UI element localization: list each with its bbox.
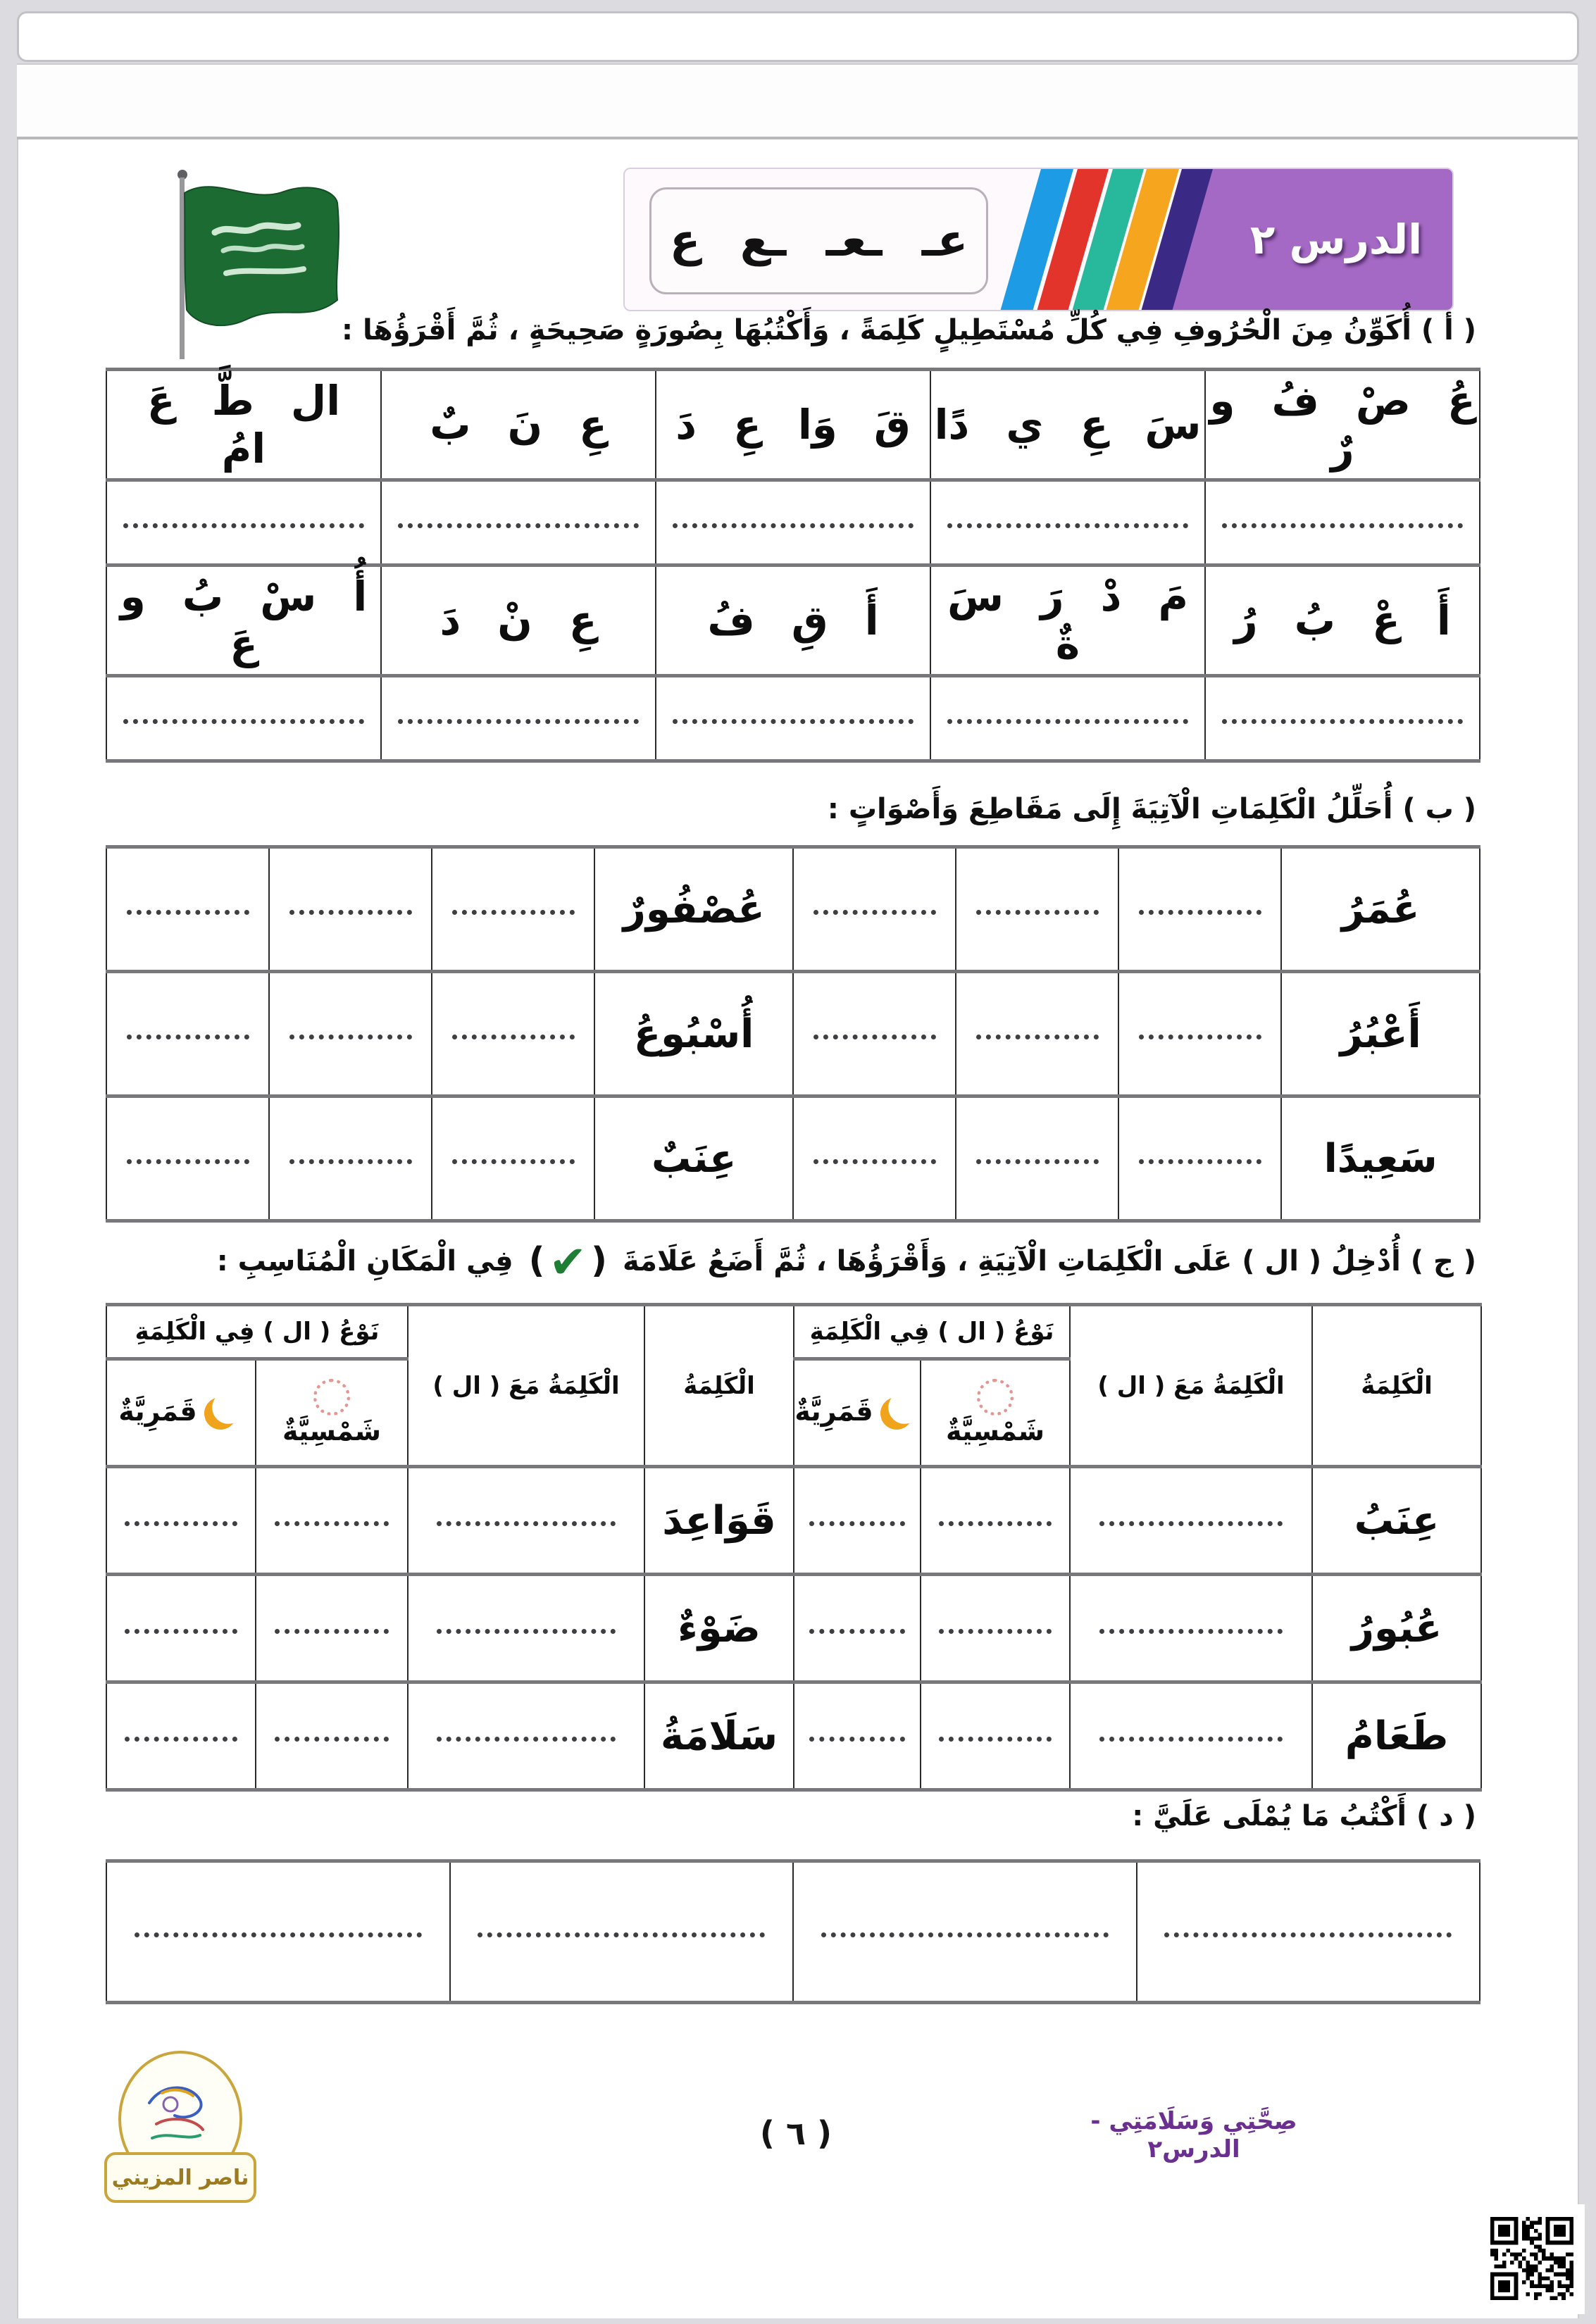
answer-cell xyxy=(256,1682,408,1790)
answer-cell xyxy=(956,972,1118,1097)
word: أُسْبُوعُ xyxy=(633,1011,754,1057)
letter-group: أُ سْ بُ و عَ xyxy=(120,573,368,668)
col-header-word: الْكَلِمَةُ xyxy=(1312,1305,1481,1467)
answer-blank xyxy=(1222,518,1462,528)
answer-cell xyxy=(793,972,956,1097)
answer-cell xyxy=(921,1682,1070,1790)
answer-blank xyxy=(821,1927,1109,1937)
answer-blank xyxy=(437,1731,616,1742)
answer-blank xyxy=(976,1029,1099,1039)
col-header-word-with-al: الْكَلِمَةُ مَعَ ( ال ) xyxy=(1070,1305,1312,1467)
answer-cell xyxy=(106,1682,256,1790)
crescent-icon xyxy=(876,1394,916,1433)
answer-cell xyxy=(256,1575,408,1682)
answer-blank xyxy=(1099,1623,1283,1634)
col-header-moon: قَمَرِيَّةٌ xyxy=(794,1359,921,1467)
answer-blank xyxy=(673,518,913,528)
answer-cell xyxy=(106,480,381,566)
answer-blank xyxy=(125,1731,237,1742)
answer-blank xyxy=(452,1029,575,1039)
author-name-label: ناصر المزيني xyxy=(104,2152,256,2203)
answer-cell xyxy=(269,1097,432,1221)
answer-cell xyxy=(408,1575,644,1682)
letter-group: قَ وَا عِ دَ xyxy=(675,401,911,449)
answer-blank xyxy=(452,904,575,915)
answer-blank xyxy=(1139,1154,1261,1164)
answer-cell xyxy=(794,1682,921,1790)
section-a-instruction: ( أ ) أُكَوِّنُ مِنَ الْحُرُوفِ فِي كُلِّ مُسْتَطِيلٍ كَلِمَةً ، وَأَكْتُبُهَا بِصُورَةٍ صَحِيحَةٍ ، ثُمَّ أَقْرَؤُهَا : xyxy=(342,314,1476,346)
word-cell xyxy=(644,1682,794,1790)
sun-icon xyxy=(313,1379,350,1416)
answer-cell xyxy=(1070,1575,1312,1682)
answer-cell xyxy=(930,480,1205,566)
word-cell xyxy=(644,1575,794,1682)
answer-blank xyxy=(289,1029,412,1039)
answer-cell xyxy=(930,676,1205,761)
check-mark-icon: ✔ xyxy=(549,1237,587,1289)
word: سَعِيدًا xyxy=(1323,1135,1438,1182)
lesson-banner xyxy=(623,168,1454,311)
letter-group: ال طَّ عَ امُ xyxy=(146,377,341,473)
answer-cell xyxy=(656,676,930,761)
dictation-cell xyxy=(106,1861,450,2003)
answer-cell xyxy=(1070,1682,1312,1790)
letter-forms-box xyxy=(649,187,988,294)
word: عُصْفُورٌ xyxy=(623,886,765,932)
answer-blank xyxy=(813,1029,936,1039)
answer-blank xyxy=(127,904,249,915)
answer-blank xyxy=(123,518,363,528)
answer-blank xyxy=(275,1731,389,1742)
letter-group: مَ دْ رَ سَ ةٌ xyxy=(947,573,1188,668)
answer-blank xyxy=(135,1927,422,1937)
series-title: صِحَّتِي وَسَلَامَتِي - الدرس٢ xyxy=(1090,2107,1297,2163)
dictation-cell xyxy=(793,1861,1137,2003)
word: عُمَرُ xyxy=(1341,886,1420,932)
answer-cell xyxy=(1118,972,1281,1097)
answer-blank xyxy=(127,1029,249,1039)
crescent-icon xyxy=(200,1394,239,1433)
answer-blank xyxy=(289,904,412,915)
word-building-table xyxy=(106,368,1480,763)
answer-cell xyxy=(656,480,930,566)
answer-cell xyxy=(793,847,956,972)
answer-cell xyxy=(1070,1467,1312,1575)
answer-blank xyxy=(437,1623,616,1634)
dictation-cell xyxy=(1137,1861,1480,2003)
answer-cell xyxy=(106,676,381,761)
answer-cell xyxy=(408,1682,644,1790)
page-top-strip xyxy=(17,11,1579,62)
answer-blank xyxy=(125,1623,237,1634)
answer-blank xyxy=(1164,1927,1452,1937)
answer-cell xyxy=(1205,480,1480,566)
letters-cell xyxy=(381,566,656,676)
answer-blank xyxy=(976,904,1099,915)
answer-blank xyxy=(123,713,363,724)
answer-blank xyxy=(673,713,913,724)
answer-cell xyxy=(106,1467,256,1575)
answer-cell xyxy=(794,1467,921,1575)
letter-group: سَ عِ ي دًا xyxy=(934,401,1202,449)
word-cell xyxy=(1312,1682,1481,1790)
answer-cell xyxy=(256,1467,408,1575)
answer-blank xyxy=(1139,1029,1261,1039)
qr-code xyxy=(1478,2204,1585,2314)
answer-blank xyxy=(809,1623,904,1634)
answer-cell xyxy=(1118,1097,1281,1221)
letters-cell xyxy=(106,566,381,676)
answer-cell xyxy=(432,972,594,1097)
answer-blank xyxy=(809,1731,904,1742)
answer-cell xyxy=(793,1097,956,1221)
col-header-sun: شَمْسِيَّةٌ xyxy=(256,1359,408,1467)
page-number: ( ٦ ) xyxy=(759,2114,833,2152)
answer-cell xyxy=(432,1097,594,1221)
answer-cell xyxy=(106,972,269,1097)
letters-cell xyxy=(381,370,656,480)
section-b-instruction: ( ب ) أُحَلِّلُ الْكَلِمَاتِ الْآتِيَةَ إِلَى مَقَاطِعَ وَأَصْوَاتٍ : xyxy=(827,793,1476,825)
letters-cell xyxy=(106,370,381,480)
answer-blank xyxy=(437,1516,616,1526)
answer-blank xyxy=(127,1154,249,1164)
check-mark-parens: (✔ ) xyxy=(528,1237,607,1289)
word-cell xyxy=(594,972,793,1097)
letters-cell xyxy=(930,566,1205,676)
answer-blank xyxy=(976,1154,1099,1164)
section-c-instruction-end: فِي الْمَكَانِ الْمُنَاسِبِ : xyxy=(216,1245,513,1277)
dictation-row xyxy=(106,1861,1480,2003)
answer-cell xyxy=(269,847,432,972)
answer-cell xyxy=(921,1575,1070,1682)
answer-blank xyxy=(1222,713,1462,724)
answer-blank xyxy=(275,1516,389,1526)
col-header-sun: شَمْسِيَّةٌ xyxy=(921,1359,1070,1467)
dictation-table xyxy=(106,1859,1480,2004)
col-header-word: الْكَلِمَةُ xyxy=(644,1305,794,1467)
answer-cell xyxy=(921,1467,1070,1575)
syllable-analysis-table xyxy=(106,845,1480,1223)
answer-blank xyxy=(939,1731,1052,1742)
letters-cell xyxy=(1205,566,1480,676)
answer-cell xyxy=(956,1097,1118,1221)
word: عِنَبُ xyxy=(1354,1497,1440,1544)
answer-cell xyxy=(1205,676,1480,761)
sun-icon xyxy=(977,1379,1014,1416)
word: أَعْبُرُ xyxy=(1340,1011,1421,1057)
dictation-cell xyxy=(450,1861,794,2003)
al-types-table xyxy=(106,1303,1482,1792)
answer-cell xyxy=(106,1575,256,1682)
answer-cell xyxy=(106,847,269,972)
word: قَوَاعِدَ xyxy=(662,1497,776,1544)
section-c-instruction xyxy=(217,1237,1476,1289)
answer-blank xyxy=(939,1623,1052,1634)
answer-cell xyxy=(106,1097,269,1221)
word-cell xyxy=(1281,847,1480,972)
letters-cell xyxy=(656,566,930,676)
col-header-moon: قَمَرِيَّةٌ xyxy=(106,1359,256,1467)
word-cell xyxy=(594,1097,793,1221)
answer-blank xyxy=(1099,1731,1283,1742)
answer-cell xyxy=(1118,847,1281,972)
word: ضَوْءٌ xyxy=(678,1605,761,1651)
lesson-title: الدرس ٢ xyxy=(1249,215,1423,263)
word-cell xyxy=(1281,972,1480,1097)
answer-blank xyxy=(1139,904,1261,915)
letter-group: عِ نَ بٌ xyxy=(430,401,607,449)
answer-blank xyxy=(398,713,638,724)
letters-cell xyxy=(656,370,930,480)
answer-blank xyxy=(947,713,1187,724)
answer-blank xyxy=(939,1516,1052,1526)
answer-cell xyxy=(956,847,1118,972)
section-c-instruction-start: ( ج ) أُدْخِلُ ( ال ) عَلَى الْكَلِمَاتِ الْآتِيَةِ ، وَأَقْرَؤُهَا ، ثُمَّ أَضَعُ عَلَامَةَ xyxy=(622,1245,1476,1277)
answer-blank xyxy=(125,1516,237,1526)
answer-blank xyxy=(813,904,936,915)
answer-blank xyxy=(398,518,638,528)
answer-blank xyxy=(289,1154,412,1164)
col-header-word-with-al: الْكَلِمَةُ مَعَ ( ال ) xyxy=(408,1305,644,1467)
answer-cell xyxy=(408,1467,644,1575)
word-cell xyxy=(1281,1097,1480,1221)
section-d-instruction: ( د ) أَكْتُبُ مَا يُمْلَى عَلَيَّ : xyxy=(1132,1800,1476,1832)
answer-blank xyxy=(478,1927,765,1937)
letters-cell xyxy=(930,370,1205,480)
answer-blank xyxy=(1099,1516,1283,1526)
letters-cell xyxy=(1205,370,1480,480)
answer-cell xyxy=(794,1575,921,1682)
saudi-flag-icon xyxy=(158,163,370,364)
letter-group: عُ صْ فُ و رٌ xyxy=(1209,377,1476,473)
word-cell xyxy=(1312,1575,1481,1682)
answer-cell xyxy=(381,676,656,761)
answer-blank xyxy=(275,1623,389,1634)
letter-group: أَ قِ فُ xyxy=(707,596,879,644)
answer-blank xyxy=(947,518,1187,528)
word-cell xyxy=(594,847,793,972)
col-header-al-type: نَوْعُ ( ال ) فِي الْكَلِمَةِ xyxy=(794,1305,1070,1359)
answer-cell xyxy=(269,972,432,1097)
word: طَعَامُ xyxy=(1345,1713,1449,1759)
answer-cell xyxy=(432,847,594,972)
word: عِنَبٌ xyxy=(651,1135,737,1182)
answer-cell xyxy=(381,480,656,566)
word: عُبُورُ xyxy=(1351,1605,1442,1651)
letter-forms: عـ ـعـ ـع ع xyxy=(669,215,968,267)
letter-group: أَ عْ بُ رُ xyxy=(1234,596,1451,644)
word: سَلَامَةُ xyxy=(660,1713,778,1759)
answer-blank xyxy=(809,1516,904,1526)
answer-blank xyxy=(813,1154,936,1164)
word-cell xyxy=(644,1467,794,1575)
col-header-al-type: نَوْعُ ( ال ) فِي الْكَلِمَةِ xyxy=(106,1305,408,1359)
letter-group: عِ نْ دَ xyxy=(439,596,597,644)
answer-blank xyxy=(452,1154,575,1164)
page-second-strip xyxy=(17,63,1578,139)
word-cell xyxy=(1312,1467,1481,1575)
